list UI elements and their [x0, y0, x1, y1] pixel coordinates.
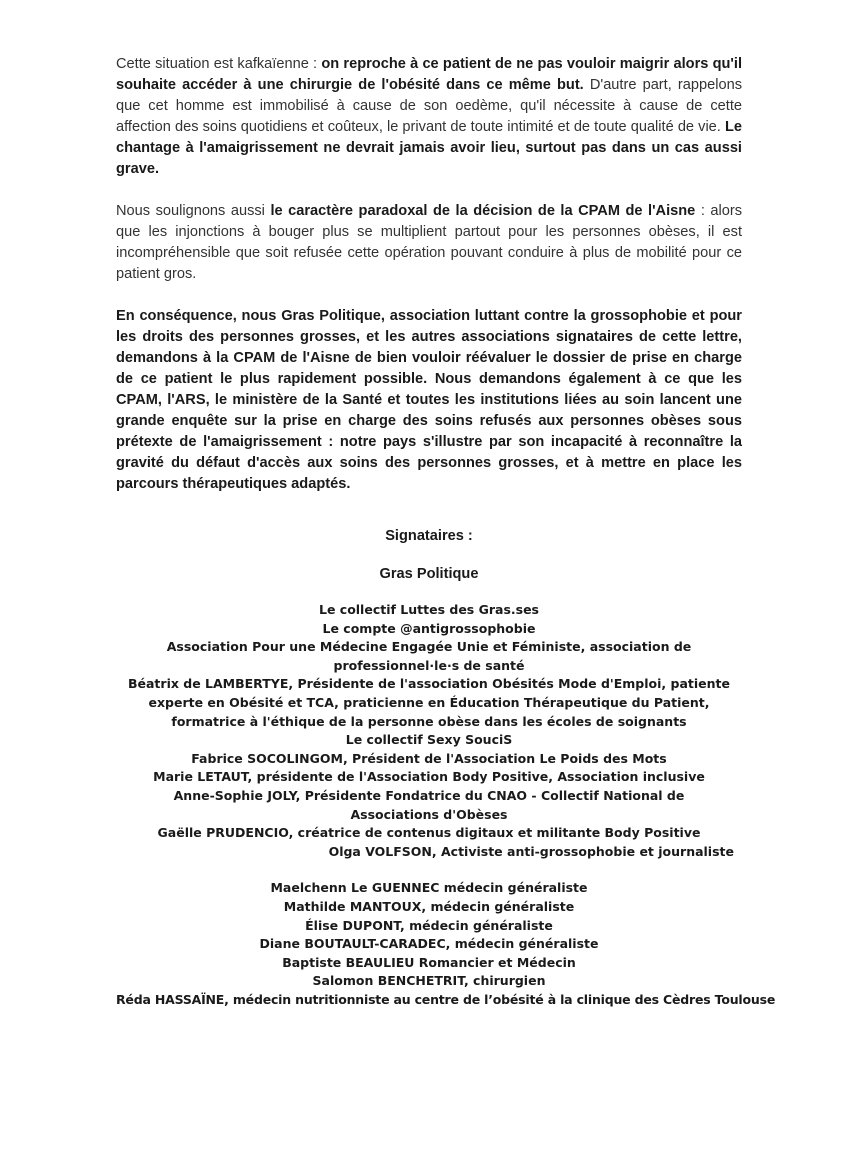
letter-page — [116, 54, 776, 1009]
para2-text-2: : alors que les injonctions à bouger plus se multiplient partout pour les personnes obèses, il est incompréhensible que soit refusée cette opération pouvant conduire à plus de mobilité pour ce patient gros. — [116, 203, 743, 282]
para1-text-2: D'autre part, rappelons que cet homme est immobilisé à cause de son oedème, qu'il nécessite à cause de cette affection des soins quotidiens et coûteux, le privant de toute intimité et de toute qualité de vie. — [116, 77, 742, 135]
paragraph-paradox — [116, 201, 742, 285]
signatory-item: Anne-Sophie JOLY, Présidente Fondatrice du CNAO - Collectif National de Associations d'Obèses — [173, 787, 685, 822]
doctor-item: Élise DUPONT, médecin généraliste — [305, 917, 553, 933]
signatory-item: Olga VOLFSON, Activiste anti-grossophobie et journaliste — [328, 843, 734, 859]
para1-bold-1: on reproche à ce patient de ne pas vouloir maigrir alors qu'il souhaite accéder à une chirurgie de l'obésité dans ce même but. — [116, 56, 743, 93]
doctors-list — [116, 879, 776, 1009]
signatory-item: Le compte @antigrossophobie — [322, 620, 536, 636]
paragraph-kafkaesque — [116, 54, 742, 180]
doctor-item: Salomon BENCHETRIT, chirurgien — [312, 973, 546, 989]
paragraph-conclusion: En conséquence, nous Gras Politique, association luttant contre la grossophobie et pour les droits des personnes grosses, et les autres associations signataires de cette lettre, demandons à la CPAM de l'Aisne de bien vouloir réévaluer le dossier de prise en charge de ce patient le plus rapidement possible. Nous demandons également à ce que les CPAM, l'ARS, le ministère de la Santé et toutes les institutions liées au soin lancent une grande enquête sur la prise en charge des soins refusés aux personnes obèses sous prétexte de l'amaigrissement : notre pays s'illustre par son incapacité à reconnaître la gravité du défaut d'accès aux soins des personnes grosses, et à mettre en place les parcours thérapeutiques adaptés. — [116, 308, 742, 492]
doctor-item: Diane BOUTAULT-CARADEC, médecin généraliste — [259, 936, 599, 952]
para2-bold-1: le caractère paradoxal de la décision de la CPAM de l'Aisne — [270, 203, 696, 219]
doctor-item: Réda HASSAÏNE, médecin nutritionniste au centre de l’obésité à la clinique des Cèdres Toulouse — [116, 991, 776, 1007]
signatory-item: Association Pour une Médecine Engagée Unie et Féministe, association de professionnel·le·s de santé — [166, 639, 692, 673]
doctor-item: Baptiste BEAULIEU Romancier et Médecin — [282, 954, 576, 970]
doctor-item: Mathilde MANTOUX, médecin généraliste — [283, 898, 575, 914]
signatory-item: Le collectif Luttes des Gras.ses — [318, 602, 539, 617]
signatory-item: Le collectif Sexy SouciS — [345, 732, 513, 748]
signataires-heading: Signataires : — [385, 528, 473, 544]
signatories-list — [116, 601, 742, 861]
signatory-item: Gaëlle PRUDENCIO, créatrice de contenus digitaux et militante Body Positive — [157, 825, 701, 841]
para2-text-1: Nous soulignons aussi — [116, 203, 271, 219]
gras-politique-heading: Gras Politique — [379, 566, 479, 582]
signatory-item: Marie LETAUT, présidente de l'Association Body Positive, Association inclusive — [153, 769, 705, 785]
para1-text-1: Cette situation est kafkaïenne : — [116, 56, 322, 72]
signatory-item: Fabrice SOCOLINGOM, Président de l'Association Le Poids des Mots — [191, 750, 667, 766]
doctor-item: Maelchenn Le GUENNEC médecin généraliste — [270, 880, 588, 896]
para1-bold-2: Le chantage à l'amaigrissement ne devrait jamais avoir lieu, surtout pas dans un cas aussi grave. — [116, 119, 742, 177]
signatory-item: Béatrix de LAMBERTYE, Présidente de l'association Obésités Mode d'Emploi, patiente experte en Obésité et TCA, praticienne en Éducation Thérapeutique du Patient, formatrice à l'éthique de la personne obèse dans les écoles de soignants — [127, 676, 730, 729]
